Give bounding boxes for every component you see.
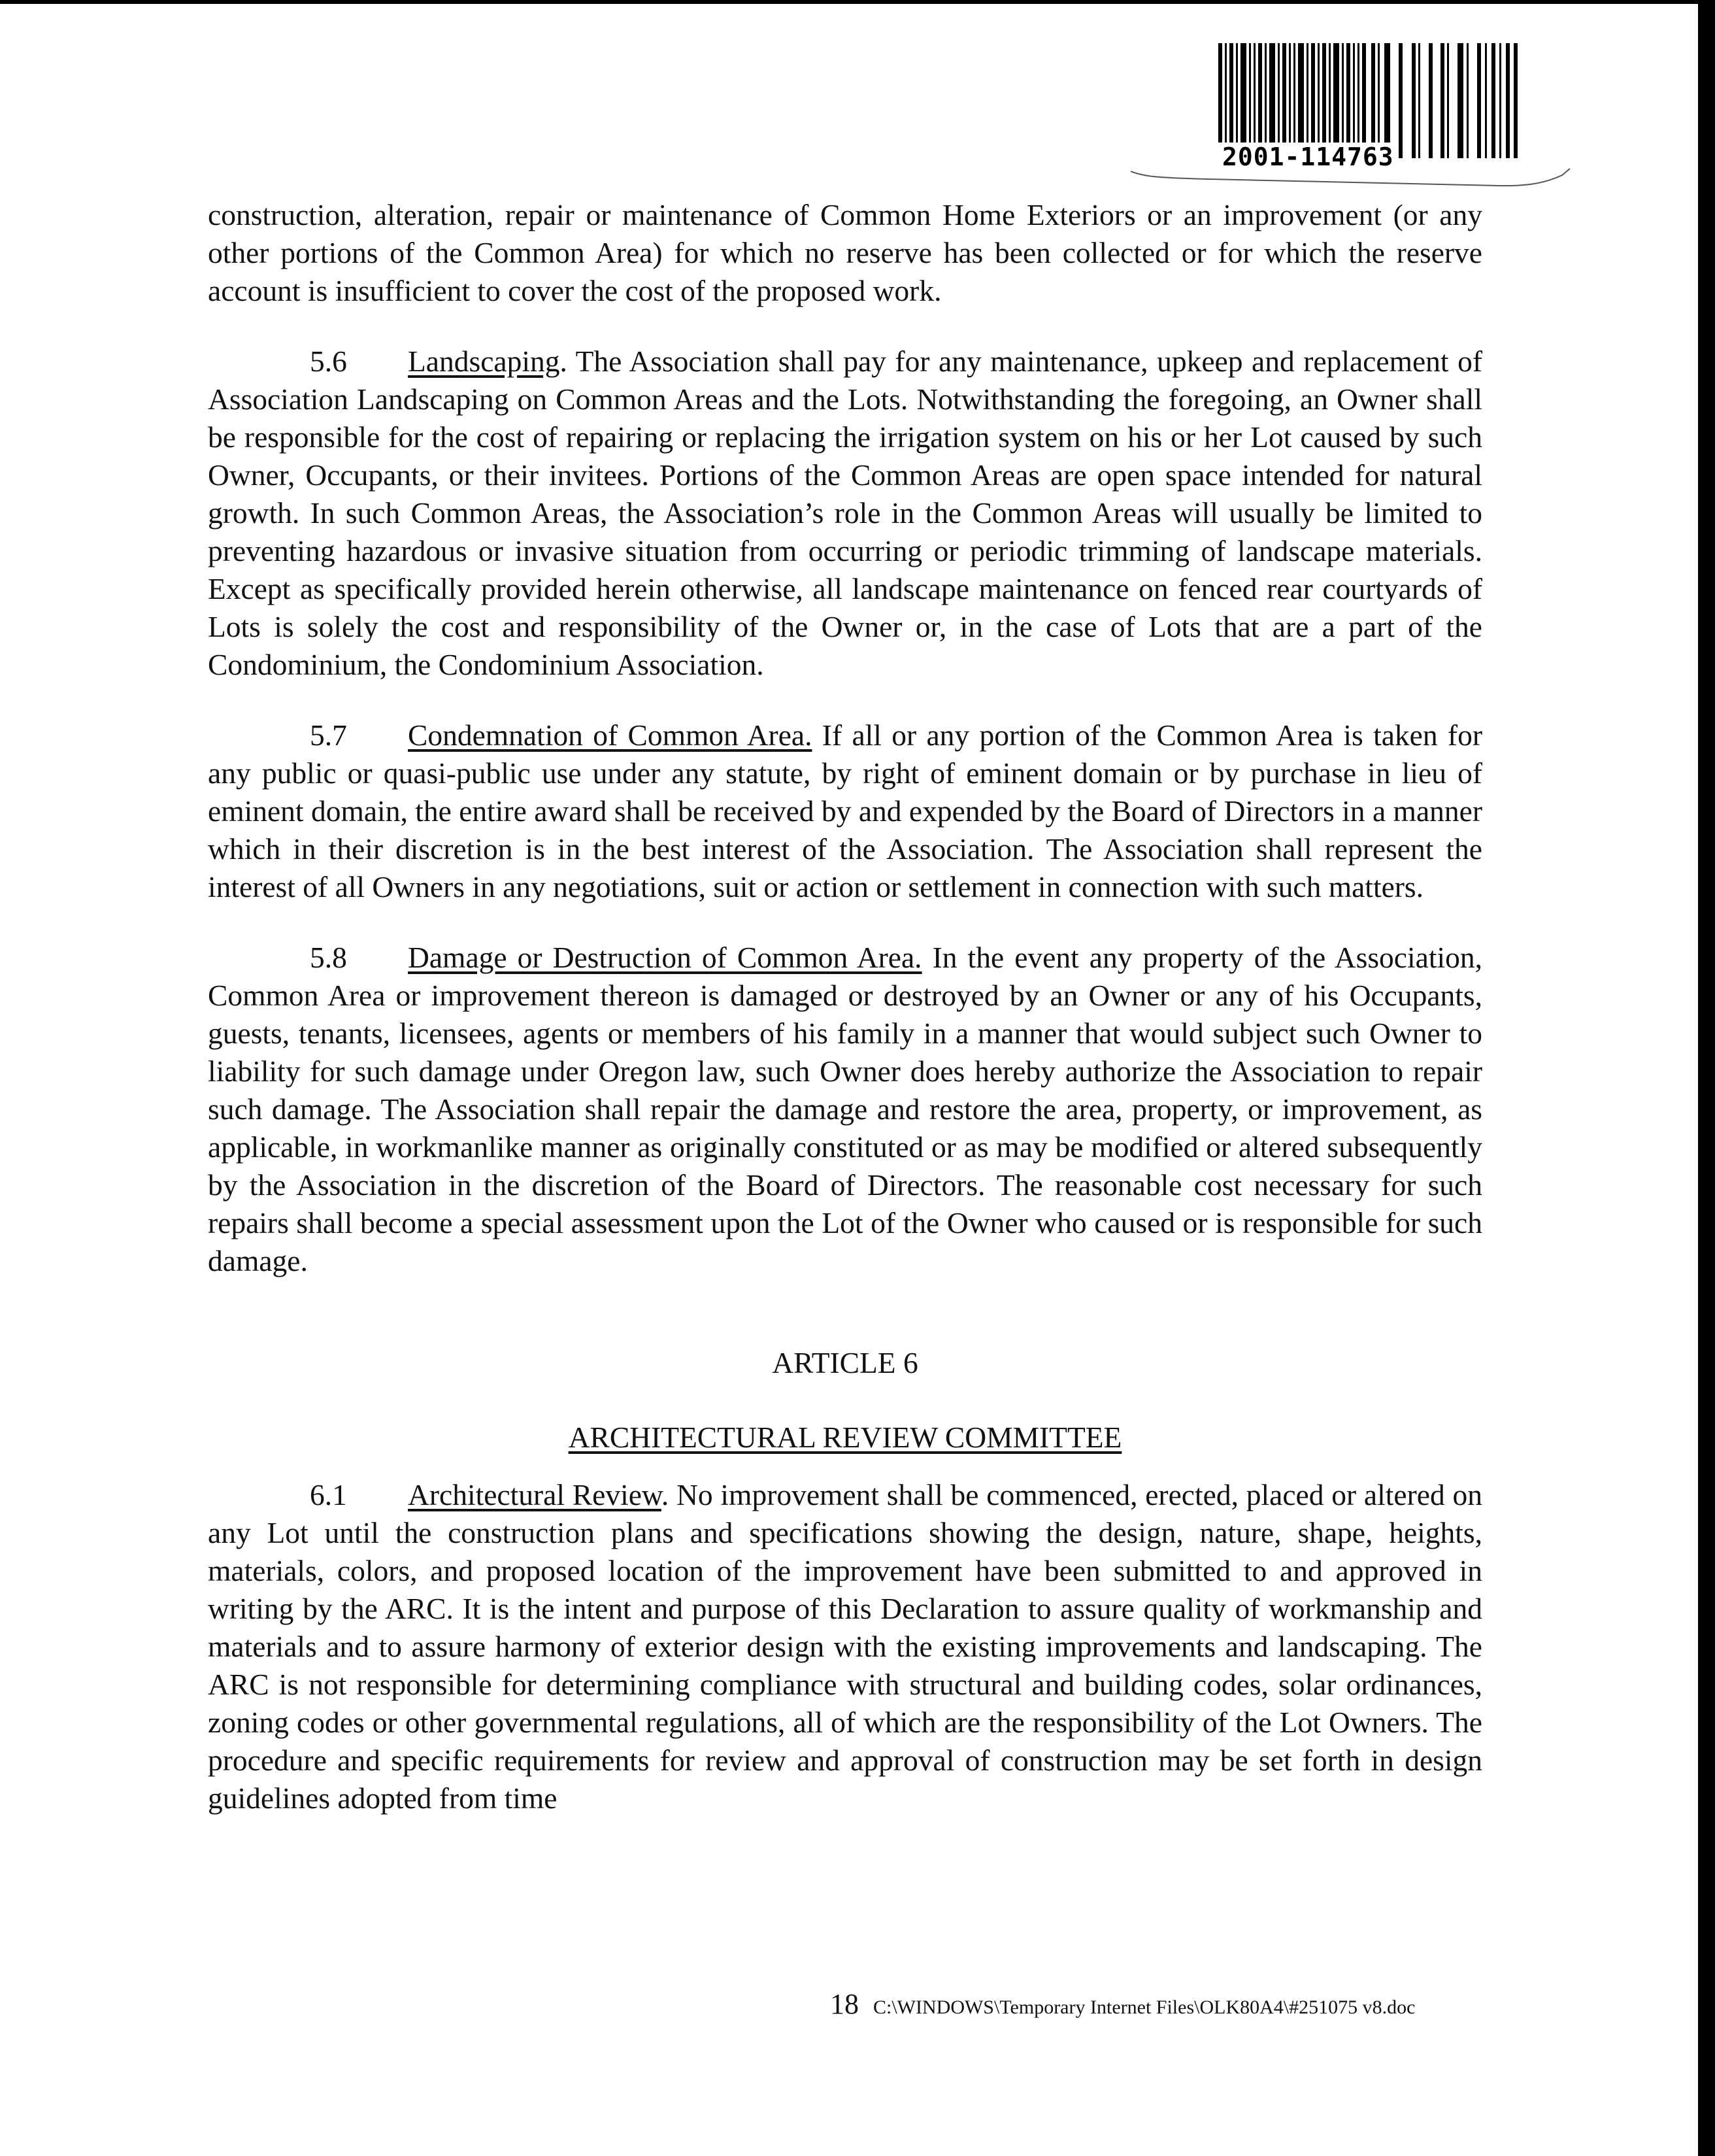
section-number: 5.6 [310, 345, 347, 378]
section-title-punct: . [661, 1478, 669, 1511]
file-path: C:\WINDOWS\Temporary Internet Files\OLK80A4\#251075 v8.doc [873, 1996, 1416, 2018]
section-title: Damage or Destruction of Common Area. [408, 941, 922, 974]
recording-number: 2001-114763 [1218, 143, 1398, 171]
section-5-7 [208, 716, 1482, 906]
recording-barcode [1218, 43, 1519, 178]
section-title-punct: . [559, 345, 567, 378]
section-6-1 [208, 1476, 1482, 1817]
page-body [208, 196, 1482, 1817]
continuation-paragraph: construction, alteration, repair or maintenance of Common Home Exteriors or an improvement (or any other portions of the Common Area) for which no reserve has been collected or for which the reserve account is insufficient to cover the cost of the proposed work. [208, 198, 1482, 307]
section-number: 6.1 [310, 1478, 347, 1511]
section-body: If all or any portion of the Common Area is taken for any public or quasi-public use under any statute, by right of eminent domain or by purchase in lieu of eminent domain, the entire award shall be received by and expended by the Board of Directors in a manner which in their discretion is in the best interest of the Association. The Association shall represent the interest of all Owners in any negotiations, suit or action or settlement in connection with such matters. [208, 718, 1482, 903]
barcode-icon [1218, 43, 1519, 158]
section-body: No improvement shall be commenced, erected, placed or altered on any Lot until the construction plans and specifications showing the design, nature, shape, heights, materials, colors, and proposed location of the improvement have been submitted to and approved in writing by the ARC. It is the intent and purpose of this Declaration to assure quality of workmanship and materials and to assure harmony of exterior design with the existing improvements and landscaping. The ARC is not responsible for determining compliance with structural and building codes, solar ordinances, zoning codes or other governmental regulations, all of which are the responsibility of the Lot Owners. The procedure and specific requirements for review and approval of construction may be set forth in design guidelines adopted from time [208, 1478, 1482, 1815]
article-number: ARTICLE 6 [772, 1346, 918, 1379]
section-number: 5.8 [310, 941, 347, 974]
section-body: In the event any property of the Association, Common Area or improvement thereon is damaged or destroyed by an Owner or any of his Occupants, guests, tenants, licensees, agents or members of his family in a manner that would subject such Owner to liability for such damage under Oregon law, such Owner does hereby authorize the Association to repair such damage. The Association shall repair the damage and restore the area, property, or improvement, as applicable, in workmanlike manner as originally constituted or as may be modified or altered subsequently by the Association in the discretion of the Board of Directors. The reasonable cost necessary for such repairs shall become a special assessment upon the Lot of the Owner who caused or is responsible for such damage. [208, 941, 1482, 1277]
page-number: 18 [830, 1988, 859, 2020]
scan-border-right [1698, 0, 1715, 2156]
article-title: ARCHITECTURAL REVIEW COMMITTEE [568, 1421, 1122, 1454]
section-number: 5.7 [310, 718, 347, 752]
section-title: Landscaping [408, 345, 560, 378]
scan-border-top [0, 0, 1715, 4]
section-5-8 [208, 939, 1482, 1280]
section-title: Architectural Review [408, 1478, 661, 1511]
section-body: The Association shall pay for any maintenance, upkeep and replacement of Association Landscaping on Common Areas and the Lots. Notwithstanding the foregoing, an Owner shall be responsible for the cost of repairing or replacing the irrigation system on his or her Lot caused by such Owner, Occupants, or their invitees. Portions of the Common Areas are open space intended for natural growth. In such Common Areas, the Association’s role in the Common Areas will usually be limited to preventing hazardous or invasive situation from occurring or periodic trimming of landscape materials. Except as specifically provided herein otherwise, all landscape maintenance on fenced rear courtyards of Lots is solely the cost and responsibility of the Owner or, in the case of Lots that are a part of the Condominium, the Condominium Association. [208, 345, 1482, 681]
page-footer [830, 1987, 1415, 2021]
section-5-6 [208, 343, 1482, 684]
section-title: Condemnation of Common Area. [408, 718, 812, 752]
